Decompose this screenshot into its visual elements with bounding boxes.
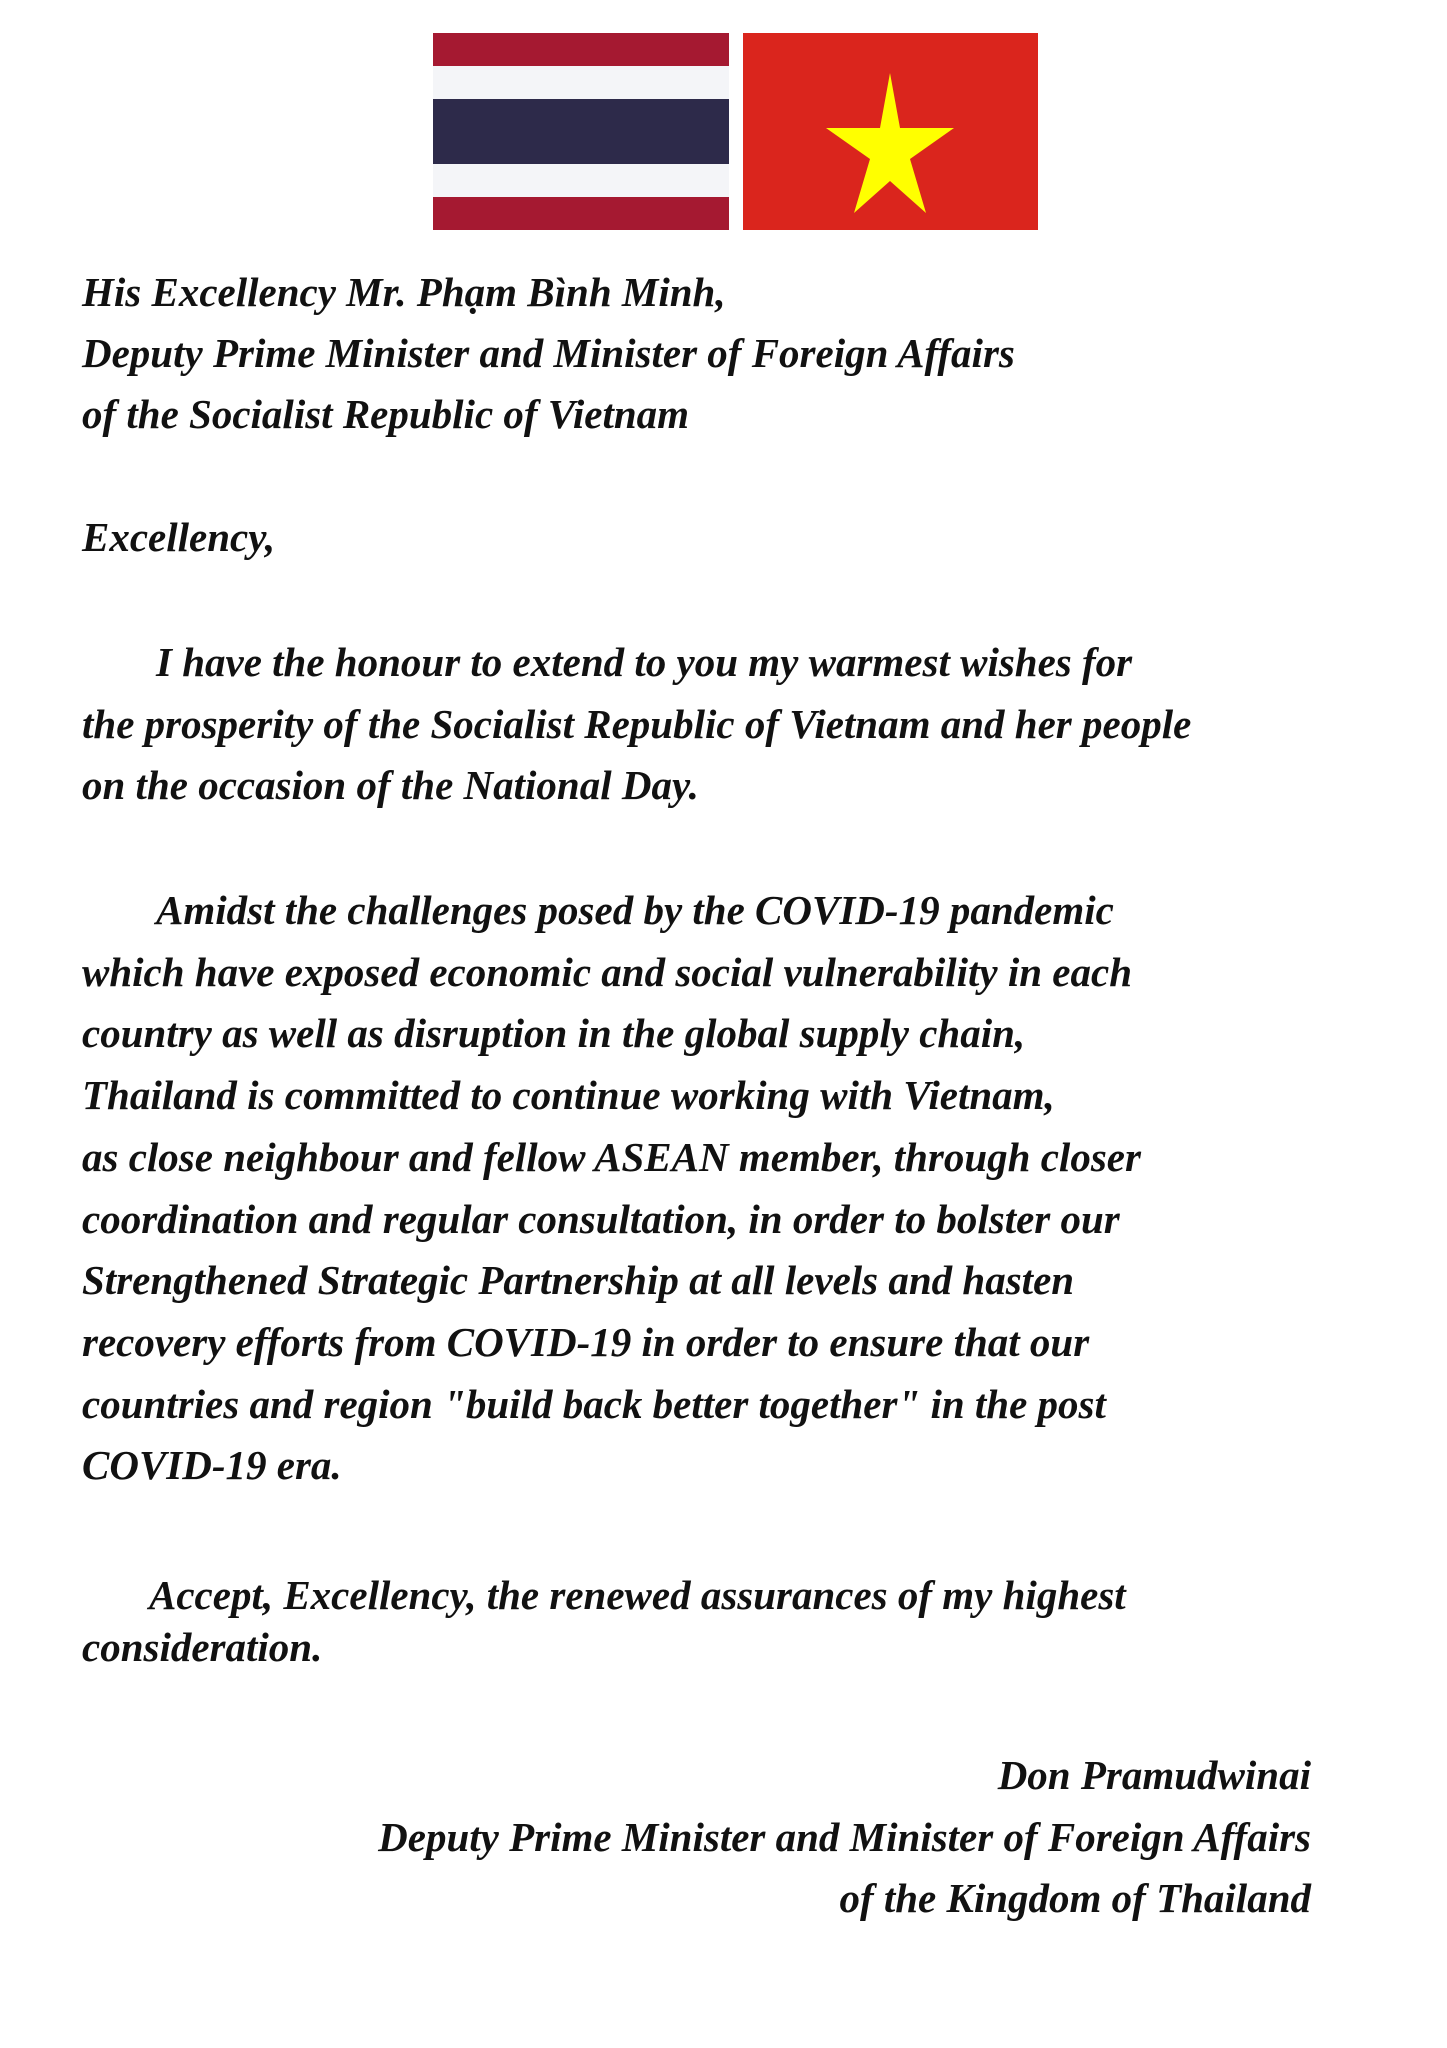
thailand-flag bbox=[433, 33, 729, 230]
closing-line: consideration. bbox=[82, 1624, 323, 1670]
vietnam-flag bbox=[743, 33, 1038, 230]
addressee-line: His Excellency Mr. Phạm Bình Minh, bbox=[82, 269, 726, 315]
paragraph-line: Amidst the challenges posed by the COVID-19 pandemic bbox=[156, 887, 1114, 933]
paragraph-line: countries and region "build back better together" in the post bbox=[82, 1380, 1106, 1427]
paragraph-line: which have exposed economic and social vulnerability in each bbox=[82, 948, 1133, 995]
paragraph-line: on the occasion of the National Day. bbox=[82, 762, 699, 808]
paragraph-line: as close neighbour and fellow ASEAN member, through closer bbox=[82, 1133, 1141, 1180]
paragraph-line: country as well as disruption in the global supply chain, bbox=[82, 1010, 1026, 1057]
signatory-name: Don Pramudwinai bbox=[997, 1752, 1311, 1798]
addressee-line: of the Socialist Republic of Vietnam bbox=[82, 391, 690, 437]
signatory-title: Deputy Prime Minister and Minister of Foreign Affairs bbox=[378, 1813, 1311, 1860]
paragraph-line: Strengthened Strategic Partnership at all levels and hasten bbox=[82, 1257, 1075, 1304]
signatory-title: of the Kingdom of Thailand bbox=[839, 1875, 1311, 1921]
addressee-line: Deputy Prime Minister and Minister of Foreign Affairs bbox=[82, 330, 1015, 376]
paragraph-line: the prosperity of the Socialist Republic of Vietnam and her people bbox=[82, 700, 1192, 747]
paragraph-line: recovery efforts from COVID-19 in order to ensure that our bbox=[82, 1318, 1090, 1365]
paragraph-line: I have the honour to extend to you my warmest wishes for bbox=[156, 639, 1133, 685]
paragraph-line: COVID-19 era. bbox=[82, 1442, 342, 1489]
star-icon bbox=[743, 33, 1038, 230]
paragraph-line: coordination and regular consultation, in order to bolster our bbox=[82, 1195, 1120, 1242]
paragraph-line: Thailand is committed to continue working with Vietnam, bbox=[82, 1072, 1055, 1119]
closing-line: Accept, Excellency, the renewed assurances of my highest bbox=[149, 1572, 1126, 1618]
salutation: Excellency, bbox=[82, 514, 276, 560]
